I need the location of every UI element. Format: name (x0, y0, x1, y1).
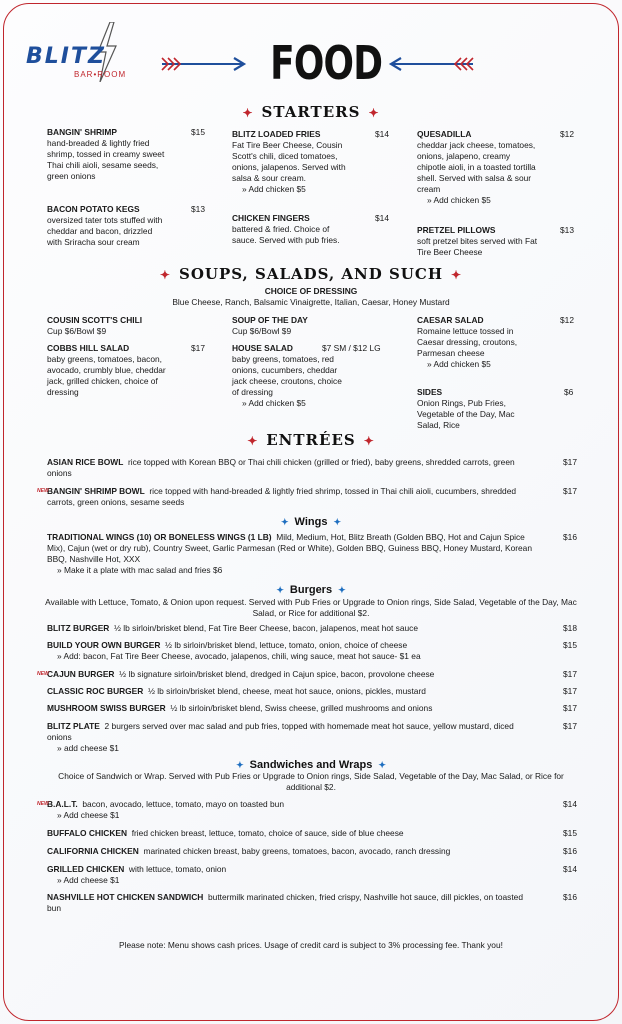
menu-row (47, 640, 577, 662)
item-price: $15 (563, 828, 577, 838)
item-desc: oversized tater tots stuffed with cheddar and bacon, drizzled with Sriracha sour cream (47, 215, 163, 247)
item-desc: soft pretzel bites served with Fat Tire Beer Cheese (417, 236, 538, 257)
item-price: $15 (191, 127, 205, 137)
item-addon: » Add chicken $5 (427, 359, 491, 369)
item-desc: bacon, avocado, lettuce, tomato, mayo on toasted bun (82, 799, 284, 809)
wings-title-text: Wings (294, 516, 328, 528)
item-desc: marinated chicken breast, baby greens, tomatoes, bacon, avocado, ranch dressing (143, 846, 451, 856)
item-body (47, 486, 537, 508)
star-icon: ✦ (281, 517, 289, 527)
item-desc: fried chicken breast, lettuce, tomato, choice of sauce, side of blue cheese (131, 828, 404, 838)
item-body (47, 623, 537, 634)
item-price: $16 (563, 532, 577, 542)
item-name: SOUP OF THE DAY (232, 315, 308, 325)
item-desc: ½ lb sirloin/brisket blend, cheese, meat hot sauce, onions, pickles, mustard (147, 686, 426, 696)
star-icon: ✦ (247, 434, 259, 448)
menu-item (232, 343, 402, 409)
item-name: BANGIN' SHRIMP (47, 127, 117, 137)
new-badge: NEW (37, 671, 49, 677)
wings-title (0, 516, 622, 528)
item-desc: rice topped with Korean BBQ or Thai chili chicken (grilled or fried), baby greens, shredded carrots, green onions (47, 457, 515, 478)
burgers-title (0, 584, 622, 596)
logo-text: BLITZ (26, 44, 106, 69)
starters-title (0, 103, 622, 121)
logo-subtext: BAR•ROOM (74, 70, 127, 79)
item-desc: Fat Tire Beer Cheese, Cousin Scott's chili, diced tomatoes, onions, jalapenos. Served with salsa & sour cream. (232, 140, 346, 183)
item-name: QUESADILLA (417, 129, 472, 139)
item-desc: Onion Rings, Pub Fries, Vegetable of the Day, Mac Salad, Rice (417, 398, 515, 430)
menu-row (47, 721, 577, 754)
menu-item (417, 315, 577, 370)
star-icon: ✦ (276, 585, 284, 595)
menu-row (47, 457, 577, 479)
menu-item (232, 129, 392, 195)
item-price: $17 (563, 703, 577, 713)
item-name: BUFFALO CHICKEN (47, 828, 128, 838)
menu-row (47, 532, 577, 576)
item-name: TRADITIONAL WINGS (10) OR BONELESS WINGS (1 LB) (47, 532, 272, 542)
menu-row (47, 892, 577, 914)
item-desc: hand-breaded & lightly fried shrimp, tossed in creamy sweet Thai chili aioli, sesame seeds, green onions (47, 138, 165, 181)
menu-row (47, 828, 577, 839)
item-name: BANGIN' SHRIMP BOWL (47, 486, 145, 496)
menu-row (47, 703, 577, 714)
item-price: $15 (563, 640, 577, 650)
new-badge: NEW (37, 488, 49, 494)
item-price: $16 (563, 892, 577, 902)
starters-title-text: STARTERS (261, 103, 361, 121)
menu-item (232, 213, 392, 246)
soups-title (0, 265, 622, 283)
item-name: BLITZ BURGER (47, 623, 110, 633)
item-name: MUSHROOM SWISS BURGER (47, 703, 166, 713)
item-price: $12 (560, 129, 574, 139)
menu-item (417, 129, 577, 206)
item-name: CAJUN BURGER (47, 669, 115, 679)
item-body (47, 864, 537, 875)
item-name: BLITZ PLATE (47, 721, 100, 731)
item-price: $17 (563, 721, 577, 731)
item-price: $14 (563, 799, 577, 809)
item-price: $17 (563, 686, 577, 696)
item-body (47, 457, 537, 479)
item-name: COUSIN SCOTT'S CHILI (47, 315, 143, 325)
entrees-title-text: ENTRÉES (266, 431, 356, 449)
item-desc: Cup $6/Bowl $9 (47, 326, 107, 336)
item-addon: » Add: bacon, Fat Tire Beer Cheese, avocado, jalapenos, chili, wing sauce, meat hot sauce- $1 ea (57, 651, 421, 661)
menu-row (47, 864, 577, 886)
menu-item (417, 387, 577, 431)
star-icon: ✦ (333, 517, 341, 527)
sandwiches-title-text: Sandwiches and Wraps (249, 759, 373, 771)
item-addon: » Make it a plate with mac salad and fries $6 (57, 565, 223, 575)
menu-row (37, 669, 577, 680)
item-desc: baby greens, tomatoes, bacon, avocado, crumbly blue, cheddar jack, grilled chicken, choice of dressing (47, 354, 166, 397)
item-price: $6 (564, 387, 574, 397)
item-name: PRETZEL PILLOWS (417, 225, 496, 235)
item-desc: baby greens, tomatoes, red onions, cucumbers, cheddar jack cheese, croutons, choice of dressing (232, 354, 342, 397)
item-body (47, 686, 537, 697)
item-desc: Cup $6/Bowl $9 (232, 326, 292, 336)
item-price: $17 (191, 343, 205, 353)
footer-note: Please note: Menu shows cash prices. Usage of credit card is subject to 3% processing fee. Thank you! (119, 940, 503, 950)
star-icon: ✦ (368, 106, 380, 120)
item-name: SIDES (417, 387, 443, 397)
item-price: $17 (563, 669, 577, 679)
star-icon: ✦ (451, 268, 463, 282)
blitz-logo (22, 22, 152, 82)
item-price: $17 (563, 486, 577, 496)
item-desc: ½ lb sirloin/brisket blend, lettuce, tomato, onion, choice of cheese (165, 640, 408, 650)
item-addon: » add cheese $1 (57, 743, 119, 753)
item-body (47, 846, 537, 857)
item-name: BACON POTATO KEGS (47, 204, 140, 214)
arrow-left-icon (383, 56, 475, 72)
item-name: CLASSIC ROC BURGER (47, 686, 144, 696)
menu-item (47, 315, 207, 337)
burgers-intro: Available with Lettuce, Tomato, & Onion upon request. Served with Pub Fries or Upgrade to Onion rings, Side Salad, Vegetable of the Day, Mac Salad, or Rice for additional $2. (45, 597, 577, 618)
star-icon: ✦ (363, 434, 375, 448)
item-price: $13 (560, 225, 574, 235)
item-body (47, 721, 537, 743)
menu-row (37, 486, 577, 508)
arrow-right-icon (160, 56, 250, 72)
item-desc: battered & fried. Choice of sauce. Served with pub fries. (232, 224, 340, 245)
star-icon: ✦ (338, 585, 346, 595)
item-name: BLITZ LOADED FRIES (232, 129, 321, 139)
item-price: $16 (563, 846, 577, 856)
item-price: $14 (563, 864, 577, 874)
item-body (47, 669, 537, 680)
item-name: B.A.L.T. (47, 799, 78, 809)
page-title: FOOD (270, 36, 383, 90)
menu-item (47, 204, 207, 248)
star-icon: ✦ (236, 760, 244, 770)
menu-item (232, 315, 402, 337)
menu-row (47, 846, 577, 857)
item-addon: » Add chicken $5 (427, 195, 491, 205)
sandwiches-intro: Choice of Sandwich or Wrap. Served with Pub Fries or Upgrade to Onion rings, Side Salad, Vegetable of the Day, Mac Salad, or Rice for additional $2. (58, 771, 564, 792)
menu-row (37, 799, 577, 821)
item-price: $14 (375, 213, 389, 223)
item-name: CHICKEN FINGERS (232, 213, 310, 223)
item-body (47, 892, 537, 914)
star-icon: ✦ (242, 106, 254, 120)
item-desc: Romaine lettuce tossed in Caesar dressing, croutons, Parmesan cheese (417, 326, 518, 358)
item-price: $7 SM / $12 LG (322, 343, 381, 353)
item-name: CAESAR SALAD (417, 315, 484, 325)
item-addon: » Add chicken $5 (242, 184, 306, 194)
sandwiches-title (0, 759, 622, 771)
burgers-title-text: Burgers (289, 584, 333, 596)
item-name: GRILLED CHICKEN (47, 864, 125, 874)
item-price: $18 (563, 623, 577, 633)
item-body (47, 640, 537, 651)
star-icon: ✦ (159, 268, 171, 282)
item-desc: ½ lb sirloin/brisket blend, Fat Tire Beer Cheese, bacon, jalapenos, meat hot sauce (114, 623, 418, 633)
item-desc: ½ lb signature sirloin/brisket blend, dredged in Cajun spice, bacon, provolone cheese (119, 669, 435, 679)
new-badge: NEW (37, 801, 49, 807)
item-name: BUILD YOUR OWN BURGER (47, 640, 161, 650)
item-desc: 2 burgers served over mac salad and pub fries, topped with homemade meat hot sauce, yellow mustard, diced onions (47, 721, 514, 742)
entrees-title (0, 431, 622, 449)
item-desc: rice topped with hand-breaded & lightly fried shrimp, tossed in Thai chili aioli, cucumbers, shredded carrots, green onions, sesame seeds (47, 486, 517, 507)
item-desc: buttermilk marinated chicken, fried crispy, Nashville hot sauce, dill pickles, on toasted bun (47, 892, 523, 913)
item-desc: with lettuce, tomato, onion (128, 864, 227, 874)
item-name: COBBS HILL SALAD (47, 343, 130, 353)
item-body (47, 532, 537, 565)
soups-title-text: SOUPS, SALADS, AND SUCH (178, 265, 443, 283)
item-price: $17 (563, 457, 577, 467)
menu-item (47, 127, 207, 182)
item-body (47, 703, 537, 714)
item-addon: » Add cheese $1 (57, 810, 120, 820)
item-desc: ½ lb sirloin/brisket blend, Swiss cheese, grilled mushrooms and onions (170, 703, 433, 713)
item-body (47, 799, 537, 810)
item-addon: » Add chicken $5 (242, 398, 306, 408)
menu-item (47, 343, 207, 398)
dressing-title: CHOICE OF DRESSING (264, 286, 358, 296)
menu-row (47, 623, 577, 634)
item-name: ASIAN RICE BOWL (47, 457, 124, 467)
item-name: HOUSE SALAD (232, 343, 293, 353)
item-addon: » Add cheese $1 (57, 875, 120, 885)
item-name: CALIFORNIA CHICKEN (47, 846, 139, 856)
menu-row (47, 686, 577, 697)
item-price: $14 (375, 129, 389, 139)
item-price: $13 (191, 204, 205, 214)
item-body (47, 828, 537, 839)
item-price: $12 (560, 315, 574, 325)
item-desc: cheddar jack cheese, tomatoes, onions, jalapeno, creamy chipotle aioli, in a toasted tortilla shell. Served with salsa & sour cream (417, 140, 536, 194)
dressing-list: Blue Cheese, Ranch, Balsamic Vinaigrette, Italian, Caesar, Honey Mustard (172, 297, 450, 307)
star-icon: ✦ (378, 760, 386, 770)
item-desc: Mild, Medium, Hot, Blitz Breath (Golden BBQ, Hot and Cajun Spice Mix), Cajun (wet or dry rub), Country Sweet, Garlic Parmesan (Red or White), Golden BBQ, Guiness BBQ, Honey Mustard, Korean BBQ, Nashville Hot, XXX (47, 532, 532, 564)
menu-item (417, 225, 577, 258)
item-name: NASHVILLE HOT CHICKEN SANDWICH (47, 892, 204, 902)
